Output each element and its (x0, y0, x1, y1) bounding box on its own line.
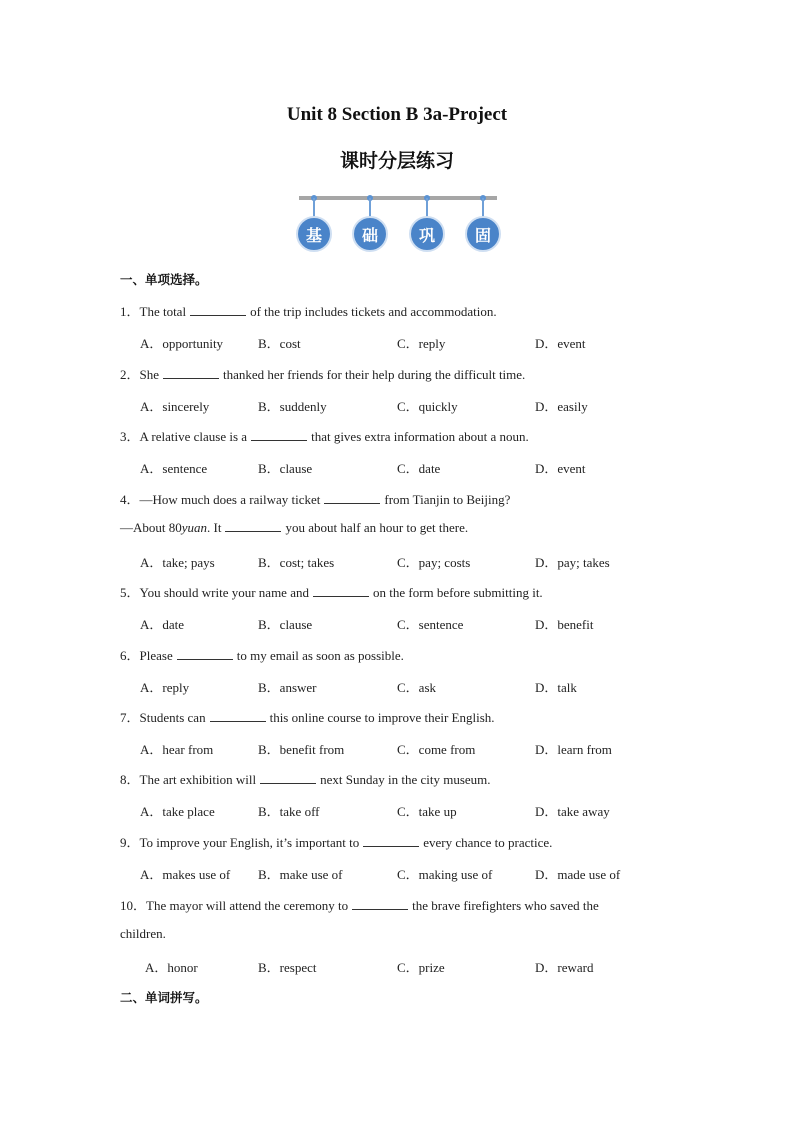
question-text: next Sunday in the city museum. (320, 772, 491, 787)
question-9 (120, 832, 552, 851)
option-c: C．pay; costs (397, 555, 471, 570)
option-a: A．sincerely (140, 399, 210, 414)
option-d: D．event (535, 461, 586, 476)
question-text: —About 80 (120, 520, 182, 535)
answer-blank (363, 836, 419, 847)
answer-blank (225, 521, 281, 532)
option-b: B．suddenly (258, 399, 327, 414)
option-b: B．clause (258, 617, 313, 632)
badge-stem (369, 198, 371, 218)
answer-blank (163, 368, 219, 379)
question-text: children. (120, 926, 166, 941)
option-a: A．opportunity (140, 336, 224, 351)
question-text: to my email as soon as possible. (236, 648, 404, 663)
question-text-italic: yuan (181, 520, 208, 535)
option-a: A．honor (145, 960, 198, 975)
option-d: D．take away (535, 804, 610, 819)
option-c: C．take up (397, 804, 457, 819)
question-text: 4．—How much does a railway ticket (120, 492, 321, 507)
question-text: 10．The mayor will attend the ceremony to (120, 898, 349, 913)
badge-gong: 巩 (409, 216, 445, 252)
option-c: C．prize (397, 960, 445, 975)
option-d: D．reward (535, 960, 594, 975)
question-4-line-2 (120, 520, 468, 536)
badge-ji: 基 (296, 216, 332, 252)
answer-blank (190, 305, 246, 316)
badge-gu: 固 (465, 216, 501, 252)
question-text: 7．Students can (120, 710, 206, 725)
option-d: D．pay; takes (535, 555, 610, 570)
badge-chu: 础 (352, 216, 388, 252)
option-a: A．date (140, 617, 185, 632)
question-text: 1．The total (120, 304, 187, 319)
option-b: B．respect (258, 960, 317, 975)
badge-stem (313, 198, 315, 218)
answer-blank (251, 430, 307, 441)
answer-blank (210, 711, 266, 722)
question-10-line-2 (120, 926, 166, 942)
question-text: that gives extra information about a noun. (311, 429, 529, 444)
question-4 (120, 489, 510, 508)
question-text: of the trip includes tickets and accommodation. (250, 304, 497, 319)
option-b: B．take off (258, 804, 320, 819)
answer-blank (352, 899, 408, 910)
question-2 (120, 364, 525, 383)
question-text: 3．A relative clause is a (120, 429, 248, 444)
answer-blank (313, 586, 369, 597)
option-a: A．sentence (140, 461, 208, 476)
badge-bar (299, 196, 497, 200)
badge-stem (426, 198, 428, 218)
answer-blank (177, 649, 233, 660)
page-subtitle: 课时分层练习 (339, 151, 454, 172)
option-d: D．event (535, 336, 586, 351)
question-text: 9．To improve your English, it’s important to (120, 835, 360, 850)
question-text: 8．The art exhibition will (120, 772, 257, 787)
option-c: C．come from (397, 742, 476, 757)
question-text: the brave firefighters who saved the (412, 898, 599, 913)
question-text: 2．She (120, 367, 160, 382)
option-c: C．sentence (397, 617, 464, 632)
question-text: 5．You should write your name and (120, 585, 309, 600)
answer-blank (260, 773, 316, 784)
option-b: B．benefit from (258, 742, 345, 757)
option-d: D．learn from (535, 742, 612, 757)
question-text: on the form before submitting it. (372, 585, 543, 600)
question-5 (120, 582, 543, 601)
option-d: D．talk (535, 680, 577, 695)
option-c: C．making use of (397, 867, 493, 882)
section-heading-spelling: 二、单词拼写。 (120, 990, 208, 1005)
option-a: A．reply (140, 680, 190, 695)
section-heading-choice: 一、单项选择。 (120, 272, 208, 287)
option-c: C．ask (397, 680, 437, 695)
option-a: A．makes use of (140, 867, 231, 882)
option-a: A．take; pays (140, 555, 215, 570)
question-text: thanked her friends for their help during the difficult time. (223, 367, 526, 382)
page-title: Unit 8 Section B 3a-Project (286, 104, 508, 125)
option-b: B．answer (258, 680, 317, 695)
question-text: you about half an hour to get there. (285, 520, 469, 535)
option-b: B．clause (258, 461, 313, 476)
option-c: C．quickly (397, 399, 458, 414)
option-c: C．date (397, 461, 441, 476)
question-text: . It (207, 520, 222, 535)
question-text: from Tianjin to Beijing? (384, 492, 511, 507)
question-6 (120, 645, 404, 664)
option-b: B．cost (258, 336, 301, 351)
option-b: B．cost; takes (258, 555, 335, 570)
badge-stem (482, 198, 484, 218)
question-7 (120, 707, 495, 726)
question-10 (120, 895, 599, 914)
question-text: every chance to practice. (423, 835, 553, 850)
question-text: this online course to improve their English. (269, 710, 495, 725)
option-d: D．benefit (535, 617, 594, 632)
question-8 (120, 769, 491, 788)
option-c: C．reply (397, 336, 446, 351)
question-3 (120, 426, 529, 445)
option-a: A．hear from (140, 742, 214, 757)
option-a: A．take place (140, 804, 215, 819)
option-b: B．make use of (258, 867, 343, 882)
question-text: 6．Please (120, 648, 173, 663)
option-d: D．easily (535, 399, 588, 414)
option-d: D．made use of (535, 867, 621, 882)
answer-blank (324, 493, 380, 504)
question-1 (120, 301, 497, 320)
